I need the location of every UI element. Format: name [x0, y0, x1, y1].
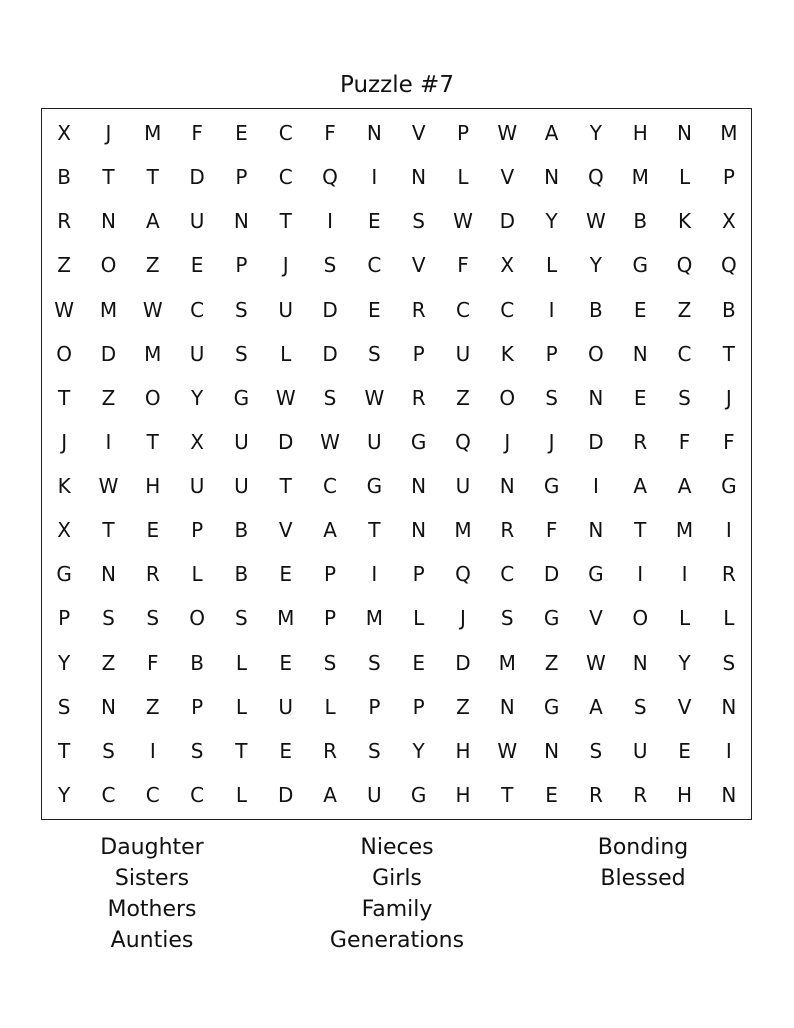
grid-letter: C — [101, 782, 116, 807]
grid-letter: I — [371, 562, 378, 587]
grid-letter: M — [365, 606, 383, 631]
grid-letter: W — [364, 385, 385, 410]
word-item: Bonding — [597, 835, 689, 860]
grid-letter: L — [678, 606, 691, 631]
grid-letter: R — [411, 385, 426, 410]
grid-letter: B — [589, 297, 603, 322]
grid-letter: S — [235, 606, 248, 631]
grid-letter: U — [367, 782, 382, 807]
puzzle-title: Puzzle #7 — [340, 72, 454, 98]
grid-letter: L — [546, 253, 558, 278]
grid-letter: O — [56, 341, 73, 366]
grid-letter: E — [545, 782, 558, 807]
grid-letter: V — [500, 165, 515, 190]
grid-letter: G — [721, 474, 737, 499]
grid-letter: X — [500, 253, 515, 278]
grid-letter: J — [460, 606, 466, 631]
grid-letter: Z — [456, 385, 470, 410]
grid-letter: J — [725, 385, 732, 410]
grid-letter: F — [457, 253, 469, 278]
grid-letter: T — [146, 165, 159, 190]
grid-letter: K — [57, 474, 71, 499]
grid-letter: M — [454, 518, 472, 543]
grid-letter: A — [544, 121, 559, 146]
grid-letter: G — [588, 562, 604, 587]
grid-letter: O — [144, 385, 161, 410]
grid-letter: J — [105, 121, 112, 146]
grid-letter: T — [102, 518, 115, 543]
grid-letter: F — [191, 121, 203, 146]
grid-letter: F — [723, 429, 735, 454]
grid-letter: T — [634, 518, 647, 543]
grid-letter: S — [57, 694, 71, 719]
grid-letter: P — [191, 518, 204, 543]
grid-letter: P — [412, 562, 425, 587]
grid-letter: T — [368, 518, 381, 543]
grid-letter: M — [144, 341, 162, 366]
grid-letter: C — [278, 121, 293, 146]
grid-letter: N — [233, 209, 249, 234]
grid-letter: V — [411, 253, 426, 278]
grid-letter: G — [632, 253, 648, 278]
grid-letter: W — [275, 385, 296, 410]
grid-letter: W — [54, 297, 75, 322]
word-item: Daughter — [100, 835, 204, 860]
grid-letter: Q — [455, 429, 471, 454]
grid-letter: T — [722, 341, 735, 366]
grid-letter: U — [189, 209, 205, 234]
grid-letter: C — [278, 165, 293, 190]
grid-letter: S — [678, 385, 691, 410]
grid-letter: G — [543, 606, 560, 631]
grid-letter: S — [545, 385, 558, 410]
grid-letter: D — [278, 782, 294, 807]
grid-letter: P — [324, 606, 337, 631]
grid-letter: J — [548, 429, 555, 454]
grid-letter: E — [368, 209, 381, 234]
grid-letter: S — [323, 650, 337, 675]
grid-letter: H — [145, 474, 161, 499]
grid-letter: K — [500, 341, 514, 366]
grid-letter: S — [500, 606, 514, 631]
grid-letter: Y — [589, 121, 603, 146]
grid-letter: S — [589, 738, 603, 763]
grid-letter: D — [322, 297, 338, 322]
grid-letter: S — [412, 209, 425, 234]
grid-letter: P — [545, 341, 558, 366]
grid-letter: P — [456, 121, 469, 146]
grid-letter: A — [323, 518, 337, 543]
grid-letter: W — [453, 209, 473, 234]
grid-letter: W — [497, 121, 518, 146]
grid-letter: S — [367, 738, 381, 763]
grid-letter: I — [681, 562, 688, 587]
grid-letter: W — [497, 738, 518, 763]
grid-letter: G — [366, 474, 383, 499]
grid-letter: Q — [720, 253, 737, 278]
grid-letter: R — [323, 738, 337, 763]
grid-letter: I — [637, 562, 644, 587]
grid-letter: Q — [455, 562, 471, 587]
grid-letter: T — [235, 738, 248, 763]
grid-letter: V — [411, 121, 426, 146]
grid-letter: Z — [145, 694, 160, 719]
grid-letter: I — [725, 518, 732, 543]
grid-letter: E — [633, 385, 647, 410]
grid-letter: G — [410, 782, 427, 807]
grid-letter: N — [411, 474, 427, 499]
grid-letter: L — [235, 650, 247, 675]
grid-letter: V — [677, 694, 692, 719]
grid-letter: V — [589, 606, 603, 631]
grid-letter: L — [413, 606, 425, 631]
grid-letter: N — [544, 738, 560, 763]
grid-letter: U — [278, 297, 294, 322]
grid-letter: T — [279, 209, 292, 234]
grid-letter: Y — [58, 782, 71, 807]
grid-letter: E — [279, 650, 293, 675]
grid-letter: B — [234, 518, 249, 543]
grid-letter: W — [98, 474, 119, 499]
grid-letter: N — [588, 518, 604, 543]
grid-letter: C — [190, 297, 205, 322]
grid-letter: D — [322, 341, 338, 366]
grid-letter: L — [324, 694, 336, 719]
grid-letter: L — [457, 165, 469, 190]
grid-letter: E — [235, 121, 248, 146]
grid-letter: O — [100, 253, 117, 278]
grid-letter: W — [142, 297, 163, 322]
grid-letter: N — [721, 694, 737, 719]
grid-letter: U — [189, 341, 205, 366]
grid-letter: U — [234, 429, 249, 454]
grid-letter: I — [105, 429, 112, 454]
grid-letter: I — [548, 297, 555, 322]
word-column — [523, 832, 763, 894]
grid-letter: R — [633, 782, 648, 807]
grid-letter: S — [102, 738, 115, 763]
grid-letter: O — [499, 385, 516, 410]
grid-letter: N — [411, 518, 427, 543]
grid-letter: D — [588, 429, 604, 454]
grid-letter: N — [100, 562, 116, 587]
grid-letter: E — [412, 650, 425, 675]
grid-letter: G — [543, 694, 560, 719]
grid-letter: A — [589, 694, 603, 719]
grid-letter: E — [678, 738, 691, 763]
grid-letter: S — [722, 650, 736, 675]
grid-letter: A — [323, 782, 337, 807]
letter-grid — [41, 108, 752, 820]
grid-letter: D — [499, 209, 515, 234]
word-item: Aunties — [110, 928, 194, 953]
grid-letter: U — [455, 341, 471, 366]
grid-letter: S — [367, 650, 381, 675]
grid-letter: U — [632, 738, 648, 763]
grid-letter: M — [277, 606, 295, 631]
grid-letter: U — [278, 694, 294, 719]
grid-letter: N — [632, 341, 648, 366]
grid-letter: N — [632, 650, 648, 675]
grid-letter: M — [498, 650, 516, 675]
grid-letter: Y — [412, 738, 425, 763]
grid-letter: Q — [676, 253, 693, 278]
grid-letter: C — [145, 782, 160, 807]
grid-letter: Z — [145, 253, 160, 278]
grid-letter: G — [233, 385, 250, 410]
grid-letter: J — [282, 253, 289, 278]
word-item: Nieces — [360, 835, 434, 860]
grid-letter: Z — [101, 650, 116, 675]
grid-letter: P — [235, 165, 248, 190]
grid-letter: X — [57, 121, 71, 146]
grid-letter: L — [235, 694, 247, 719]
word-item: Mothers — [107, 897, 197, 922]
grid-letter: F — [545, 518, 558, 543]
word-list — [0, 832, 794, 972]
grid-letter: D — [100, 341, 117, 366]
grid-letter: N — [411, 165, 427, 190]
grid-letter: P — [412, 694, 425, 719]
grid-letter: Z — [456, 694, 470, 719]
grid-letter: C — [455, 297, 470, 322]
grid-letter: N — [544, 165, 560, 190]
grid-letter: P — [368, 694, 381, 719]
grid-letter: P — [722, 165, 735, 190]
grid-letter: H — [677, 782, 693, 807]
grid-letter: E — [368, 297, 381, 322]
grid-letter: K — [677, 209, 692, 234]
grid-letter: L — [280, 341, 292, 366]
grid-letter: Z — [544, 650, 559, 675]
grid-letter: S — [367, 341, 381, 366]
grid-letter: P — [191, 694, 204, 719]
word-item: Sisters — [114, 866, 190, 891]
grid-letter: Z — [101, 385, 116, 410]
grid-letter: L — [191, 562, 203, 587]
grid-letter: Q — [322, 165, 338, 190]
word-item: Generations — [329, 928, 465, 953]
grid-letter: N — [100, 209, 116, 234]
grid-letter: I — [149, 738, 156, 763]
grid-letter: Z — [57, 253, 71, 278]
grid-letter: I — [327, 209, 333, 234]
grid-letter: L — [235, 782, 247, 807]
grid-letter: M — [144, 121, 162, 146]
grid-letter: I — [592, 474, 599, 499]
grid-letter: B — [633, 209, 648, 234]
grid-letter: X — [190, 429, 204, 454]
grid-letter: F — [147, 650, 159, 675]
grid-letter: P — [324, 562, 337, 587]
grid-letter: S — [235, 341, 248, 366]
grid-letter: N — [721, 782, 737, 807]
grid-letter: C — [190, 782, 205, 807]
grid-letter: T — [146, 429, 159, 454]
grid-letter: E — [279, 738, 293, 763]
grid-letter: D — [543, 562, 560, 587]
grid-letter: J — [504, 429, 511, 454]
grid-letter: H — [455, 782, 471, 807]
grid-letter: X — [57, 518, 71, 543]
grid-letter: Z — [677, 297, 692, 322]
grid-letter: I — [725, 738, 732, 763]
word-column — [32, 832, 272, 956]
grid-letter: E — [190, 253, 204, 278]
grid-letter: N — [499, 474, 515, 499]
grid-letter: R — [721, 562, 736, 587]
grid-letter: S — [146, 606, 160, 631]
grid-letter: T — [279, 474, 292, 499]
grid-letter: L — [723, 606, 735, 631]
grid-letter: W — [586, 650, 606, 675]
grid-letter: N — [100, 694, 116, 719]
grid-letter: U — [189, 474, 205, 499]
grid-letter: P — [58, 606, 71, 631]
word-item: Girls — [372, 866, 422, 891]
grid-letter: R — [411, 297, 426, 322]
grid-letter: A — [677, 474, 692, 499]
grid-letter: T — [58, 385, 71, 410]
grid-letter: G — [56, 562, 72, 587]
grid-letter: M — [675, 518, 694, 543]
grid-letter: Y — [190, 385, 204, 410]
grid-letter: B — [57, 165, 72, 190]
grid-letter: C — [500, 297, 515, 322]
grid-letter: R — [633, 429, 648, 454]
grid-letter: M — [631, 165, 649, 190]
grid-letter: R — [500, 518, 515, 543]
grid-letter: T — [102, 165, 115, 190]
grid-letter: C — [323, 474, 338, 499]
grid-letter: J — [61, 429, 68, 454]
grid-letter: W — [586, 209, 606, 234]
grid-letter: O — [588, 341, 604, 366]
grid-letter: Y — [589, 253, 603, 278]
grid-letter: B — [721, 297, 736, 322]
grid-letter: I — [371, 165, 378, 190]
grid-letter: A — [633, 474, 648, 499]
grid-letter: F — [324, 121, 336, 146]
grid-letter: H — [455, 738, 471, 763]
grid-letter: S — [323, 385, 337, 410]
grid-letter: T — [501, 782, 514, 807]
grid-letter: H — [632, 121, 648, 146]
grid-letter: S — [102, 606, 115, 631]
grid-letter: L — [678, 165, 691, 190]
grid-letter: D — [455, 650, 471, 675]
grid-letter: M — [720, 121, 738, 146]
grid-letter: U — [367, 429, 382, 454]
grid-letter: B — [234, 562, 249, 587]
grid-letter: N — [588, 385, 604, 410]
grid-letter: F — [678, 429, 691, 454]
word-item: Family — [361, 897, 433, 922]
grid-letter: O — [189, 606, 205, 631]
grid-letter: S — [190, 738, 204, 763]
grid-letter: Y — [58, 650, 71, 675]
word-column — [277, 832, 517, 956]
grid-letter: E — [146, 518, 160, 543]
grid-letter: N — [677, 121, 693, 146]
word-item: Blessed — [600, 866, 686, 891]
grid-letter: C — [367, 253, 382, 278]
grid-letter: S — [633, 694, 647, 719]
grid-letter: N — [366, 121, 382, 146]
grid-letter: X — [721, 209, 736, 234]
grid-letter: E — [279, 562, 293, 587]
grid-letter: S — [323, 253, 337, 278]
grid-letter: R — [57, 209, 72, 234]
grid-letter: E — [633, 297, 647, 322]
grid-letter: M — [99, 297, 118, 322]
grid-letter: C — [500, 562, 515, 587]
grid-letter: Q — [588, 165, 604, 190]
grid-letter: A — [145, 209, 160, 234]
grid-letter: T — [58, 738, 71, 763]
grid-letter: Y — [678, 650, 691, 675]
grid-letter: B — [190, 650, 204, 675]
grid-letter: Y — [545, 209, 558, 234]
grid-letter: P — [412, 341, 425, 366]
grid-letter: C — [677, 341, 692, 366]
grid-letter: R — [145, 562, 160, 587]
grid-letter: S — [235, 297, 248, 322]
grid-letter: W — [320, 429, 340, 454]
grid-letter: V — [278, 518, 293, 543]
grid-letter: G — [410, 429, 427, 454]
grid-letter: R — [588, 782, 603, 807]
grid-letter: G — [543, 474, 560, 499]
grid-letter: D — [189, 165, 205, 190]
grid-letter: U — [234, 474, 249, 499]
grid-letter: U — [455, 474, 471, 499]
grid-letter: P — [235, 253, 248, 278]
grid-letter: N — [499, 694, 515, 719]
grid-letter: D — [278, 429, 294, 454]
grid-letter: O — [632, 606, 649, 631]
